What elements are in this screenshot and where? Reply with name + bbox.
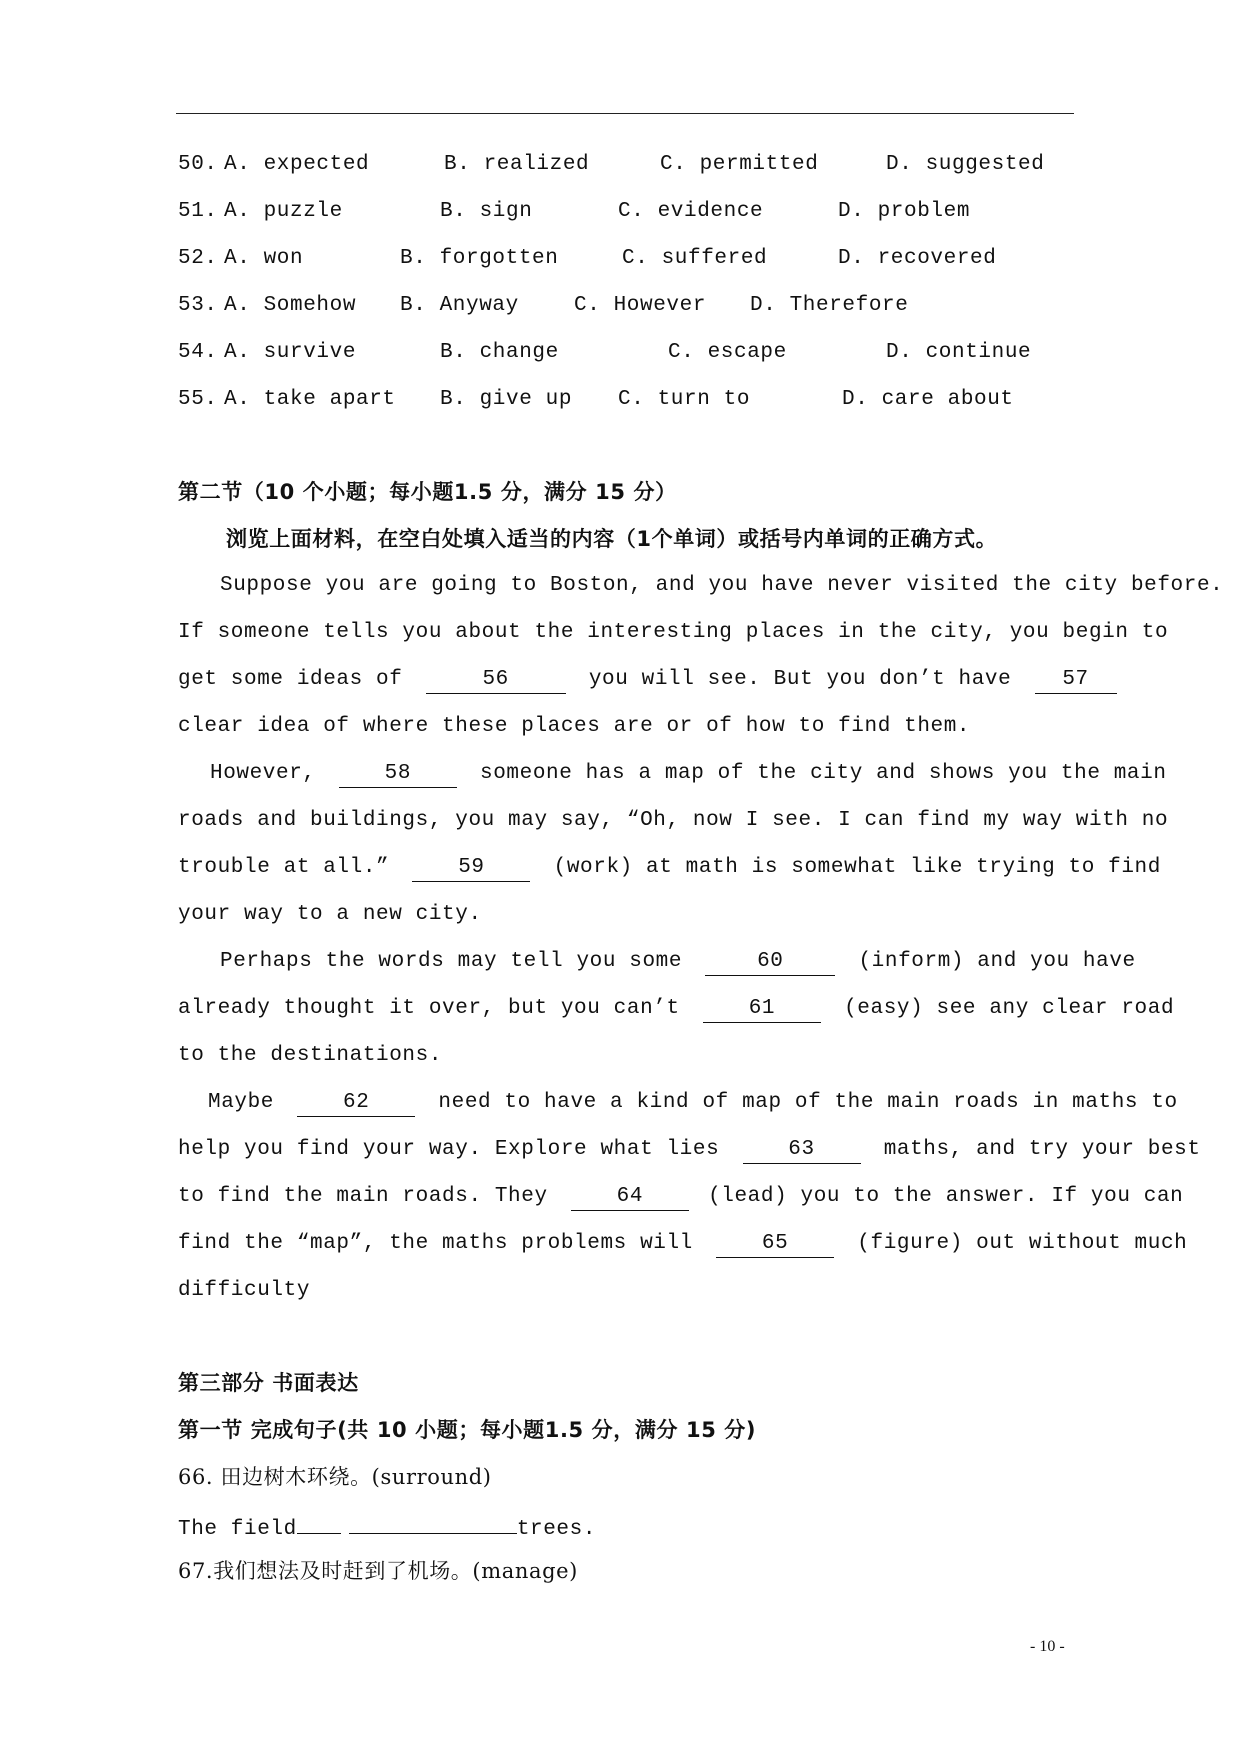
passage-line xyxy=(178,992,1174,1026)
passage-text: get some ideas of xyxy=(178,668,403,691)
question-number: 51. xyxy=(178,200,218,223)
sentence-end: trees. xyxy=(516,1518,597,1541)
option-d: D. continue xyxy=(886,341,1032,364)
passage-text: trouble at all.” xyxy=(178,856,390,879)
blank-58[interactable]: 58 xyxy=(339,761,457,788)
passage-text: However, xyxy=(210,762,316,785)
passage-text: difficulty xyxy=(178,1279,311,1302)
passage-line xyxy=(178,1133,1201,1167)
passage-line xyxy=(178,710,970,744)
option-a: A. survive xyxy=(224,341,357,364)
option-a: A. puzzle xyxy=(224,200,343,223)
option-c: C. However xyxy=(574,294,707,317)
passage-line xyxy=(210,757,1167,791)
option-b: B. forgotten xyxy=(400,247,559,270)
question-number: 52. xyxy=(178,247,218,270)
option-b: B. Anyway xyxy=(400,294,519,317)
option-b: B. realized xyxy=(444,153,590,176)
passage-line xyxy=(208,1086,1178,1120)
option-a: A. Somehow xyxy=(224,294,357,317)
option-c: C. permitted xyxy=(660,153,819,176)
question-66-sentence xyxy=(178,1507,596,1541)
option-d: D. Therefore xyxy=(750,294,909,317)
option-d: D. recovered xyxy=(838,247,997,270)
blank-61[interactable]: 61 xyxy=(703,996,821,1023)
passage-text: find the “map”, the maths problems will xyxy=(178,1232,693,1255)
passage-line xyxy=(178,1274,310,1308)
part3-section1-title: 第一节 完成句子(共 10 小题；每小题1.5 分，满分 15 分) xyxy=(178,1418,757,1442)
passage-text: already thought it over, but you can’t xyxy=(178,997,680,1020)
passage-line xyxy=(178,1180,1183,1214)
passage-line xyxy=(178,1227,1187,1261)
option-c: C. turn to xyxy=(618,388,751,411)
option-d: D. care about xyxy=(842,388,1014,411)
passage-line xyxy=(178,663,1117,697)
passage-text: to find the main roads. They xyxy=(178,1185,548,1208)
passage-line xyxy=(178,851,1161,885)
passage-text: you will see. But you don’t have xyxy=(588,668,1012,691)
passage-text: your way to a new city. xyxy=(178,903,482,926)
passage-line xyxy=(178,616,1169,650)
blank-56[interactable]: 56 xyxy=(426,667,566,694)
blank-64[interactable]: 64 xyxy=(571,1184,689,1211)
passage-line xyxy=(220,945,1136,979)
passage-text: to the destinations. xyxy=(178,1044,443,1067)
option-c: C. suffered xyxy=(622,247,768,270)
passage-line xyxy=(178,898,482,932)
blank-65[interactable]: 65 xyxy=(716,1231,834,1258)
passage-text: need to have a kind of map of the main roads in maths to xyxy=(438,1091,1178,1114)
option-c: C. evidence xyxy=(618,200,764,223)
answer-blank[interactable] xyxy=(349,1507,517,1534)
question-67-prompt: 67.我们想法及时赶到了机场。(manage) xyxy=(178,1559,578,1583)
page-number: - 10 - xyxy=(1030,1638,1065,1655)
question-66-prompt: 66. 田边树木环绕。(surround) xyxy=(178,1465,492,1489)
blank-63[interactable]: 63 xyxy=(743,1137,861,1164)
passage-text: (figure) out without much xyxy=(857,1232,1188,1255)
section2-title: 第二节（10 个小题；每小题1.5 分，满分 15 分） xyxy=(178,480,677,504)
passage-line xyxy=(220,569,1223,603)
passage-text: (easy) see any clear road xyxy=(844,997,1175,1020)
blank-62[interactable]: 62 xyxy=(297,1090,415,1117)
passage-text: help you find your way. Explore what lies xyxy=(178,1138,720,1161)
passage-text: (inform) and you have xyxy=(858,950,1136,973)
blank-60[interactable]: 60 xyxy=(705,949,835,976)
section2-instruction: 浏览上面材料，在空白处填入适当的内容（1个单词）或括号内单词的正确方式。 xyxy=(226,527,998,551)
option-b: B. give up xyxy=(440,388,573,411)
passage-text: Suppose you are going to Boston, and you have never visited the city before. xyxy=(220,574,1224,597)
option-d: D. problem xyxy=(838,200,971,223)
passage-text: Perhaps the words may tell you some xyxy=(220,950,683,973)
passage-text: clear idea of where these places are or of how to find them. xyxy=(178,715,971,738)
option-a: A. won xyxy=(224,247,304,270)
answer-blank[interactable] xyxy=(297,1507,341,1534)
passage-line xyxy=(178,804,1168,838)
passage-text: Maybe xyxy=(208,1091,275,1114)
question-number: 55. xyxy=(178,388,218,411)
option-c: C. escape xyxy=(668,341,787,364)
passage-text: (lead) you to the answer. If you can xyxy=(708,1185,1184,1208)
passage-line xyxy=(178,1039,442,1073)
passage-text: maths, and try your best xyxy=(883,1138,1201,1161)
passage-text: roads and buildings, you may say, “Oh, now I see. I can find my way with no xyxy=(178,809,1169,832)
option-a: A. expected xyxy=(224,153,370,176)
passage-text: If someone tells you about the interesting places in the city, you begin to xyxy=(178,621,1169,644)
option-b: B. change xyxy=(440,341,559,364)
blank-57[interactable]: 57 xyxy=(1035,667,1117,694)
header-rule xyxy=(176,113,1074,114)
sentence-start: The field xyxy=(178,1518,297,1541)
passage-text: someone has a map of the city and shows you the main xyxy=(480,762,1167,785)
question-number: 53. xyxy=(178,294,218,317)
question-number: 50. xyxy=(178,153,218,176)
option-b: B. sign xyxy=(440,200,533,223)
option-a: A. take apart xyxy=(224,388,396,411)
passage-text: (work) at math is somewhat like trying to find xyxy=(553,856,1161,879)
blank-59[interactable]: 59 xyxy=(412,855,530,882)
part3-title: 第三部分 书面表达 xyxy=(178,1371,359,1395)
question-number: 54. xyxy=(178,341,218,364)
option-d: D. suggested xyxy=(886,153,1045,176)
